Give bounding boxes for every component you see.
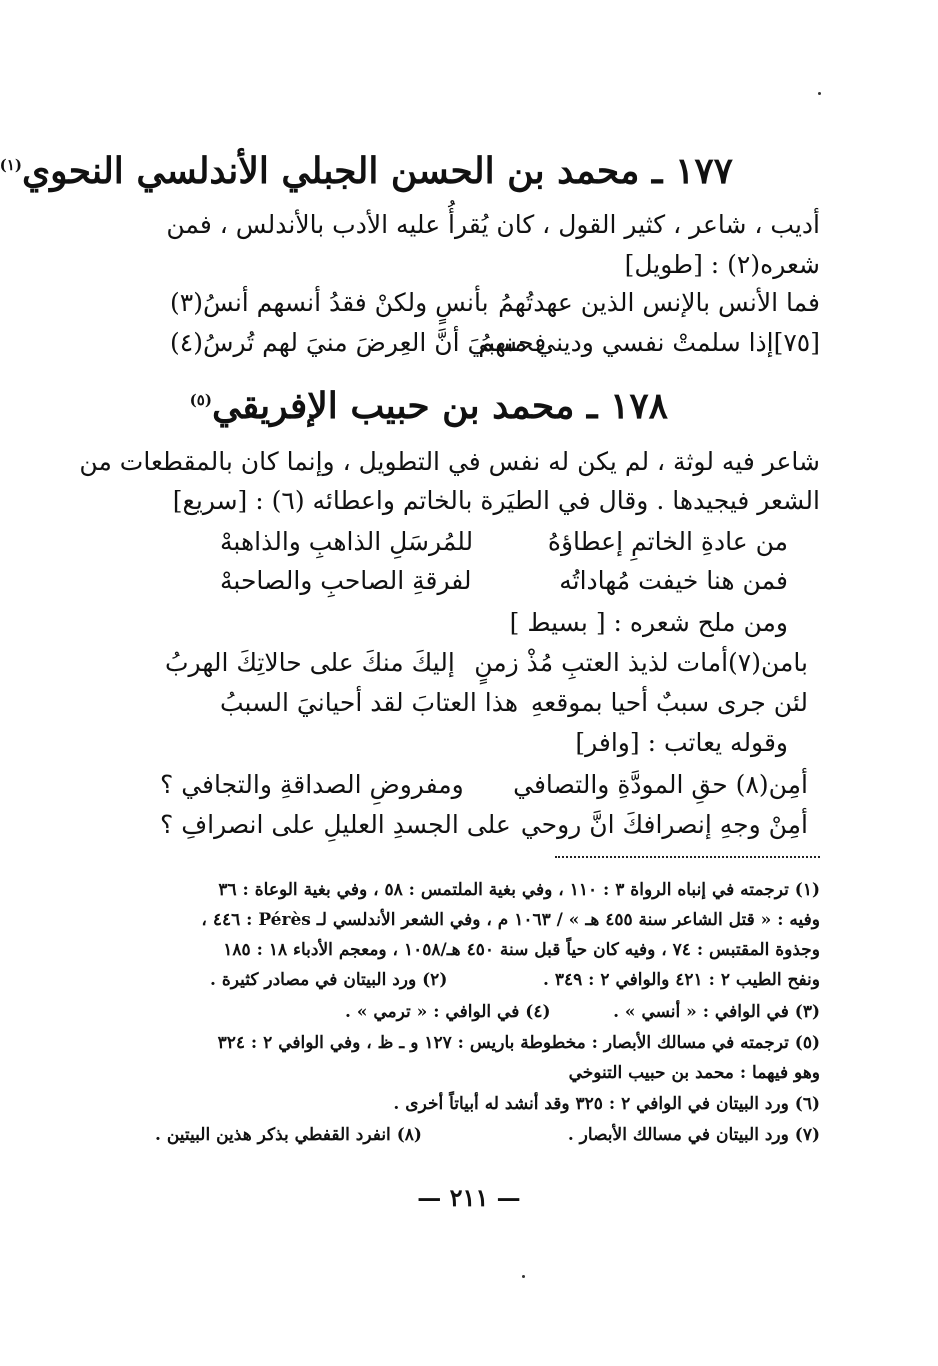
entry-178-verse-b2-second: هذا العتابَ لقد أحيانيَ السببُ (220, 688, 519, 717)
entry-177-verse-1-second: بأنسٍ ولكنْ فقدُ أنسهم أنسُ(٣) (170, 288, 489, 317)
entry-178-verse-a1-first: من عادةِ الخاتمِ إعطاؤهُ (547, 527, 788, 556)
footnote-5-line-1: (٥) ترجمته في مسالك الأبصار : مخطوطة باريس : ١٢٧ و ـ ظ ، وفي الوافي ٢ : ٣٢٤ (217, 1033, 820, 1053)
entry-178-prose-line-1: شاعر فيه لوثة ، لم يكن له نفس في التطويل ، وإنما كان بالمقطعات من (79, 447, 820, 476)
footnote-1-line-1: (١) ترجمته في إنباه الرواة ٣ : ١١٠ ، وفي بغية الملتمس : ٥٨ ، وفي بغية الوعاة : ٣٦ (218, 880, 820, 900)
footnote-4: (٤) في الوافي : « ترمي » . (345, 1002, 551, 1022)
speck (818, 92, 821, 95)
entry-177-verse-1-first: فما الأنس بالإنس الذين عهدتُهمُ (498, 288, 820, 317)
speck (522, 1275, 525, 1278)
entry-178-intro-b: ومن ملح شعره : [ بسيط ] (509, 608, 788, 637)
entry-178-verse-a2-first: فمن هنا خيفت مُهاداتُه (559, 566, 788, 595)
entry-178-verse-c1-second: ومفروضِ الصداقةِ والتجافي ؟ (160, 770, 464, 799)
footnote-1-line-3: وجذوة المقتبس : ٧٤ ، وفيه كان حياً قبل سنة ٤٥٠ هـ/١٠٥٨ ، ومعجم الأدباء ١٨ : ١٨٥ (223, 940, 820, 960)
entry-177-prose-line-2: شعره(٢) : [طويل] (624, 250, 820, 279)
entry-178-verse-a1-second: للمُرسَلِ الذاهبِ والذاهبهْ (220, 527, 474, 556)
entry-178-heading-text: ١٧٨ ـ محمد بن حبيب الإفريقي (211, 385, 668, 427)
entry-178-verse-b1-second: إليكَ منكَ على حالاتِكَ الهربُ (165, 648, 455, 677)
entry-177-verse-2-first: [٧٥]إذا سلمتْ نفسي وديني منهمُ (478, 328, 820, 357)
page-number: — ٢١١ — (417, 1183, 521, 1212)
entry-178-prose-line-2: الشعر فيجيدها . وقال في الطيَرة بالخاتم واعطائه (٦) : [سريع] (172, 486, 820, 515)
entry-177-heading-note: (١) (0, 156, 22, 174)
footnote-7: (٧) ورد البيتان في مسالك الأبصار . (567, 1125, 820, 1145)
entry-177-verse-2-second: فحسبيَ أنَّ العِرضَ منيَ لهم تُرسُ(٤) (170, 328, 547, 357)
entry-177-prose-line-1: أديب ، شاعر ، كثير القول ، كان يُقرأُ عليه الأدب بالأندلس ، فمن (166, 210, 820, 239)
entry-178-verse-c2-first: أمِنْ وجهِ إنصرافكَ انَّ روحي (520, 810, 808, 839)
entry-178-heading (190, 385, 668, 427)
footnote-8: (٨) انفرد القفطي بذكر هذين البيتين . (155, 1125, 422, 1145)
footnote-5-line-2: وهو فيهما : محمد بن حبيب التنوخي (568, 1063, 820, 1083)
footnote-separator (555, 856, 820, 858)
entry-177-heading (0, 150, 733, 192)
entry-177-heading-text: ١٧٧ ـ محمد بن الحسن الجبلي الأندلسي النحوي (21, 150, 733, 192)
entry-178-intro-c: وقوله يعاتب : [وافر] (575, 728, 788, 757)
footnote-6: (٦) ورد البيتان في الوافي ٢ : ٣٢٥ وقد أنشد له أبياتاً أخرى . (393, 1094, 820, 1114)
footnote-2: (٢) ورد البيتان في مصادر كثيرة . (210, 970, 448, 990)
entry-178-verse-a2-second: لفرقةِ الصاحبِ والصاحبهْ (220, 566, 472, 595)
entry-178-verse-c1-first: أمِن(٨) حقِ المودَّةِ والتصافي (513, 770, 808, 799)
footnote-3: (٣) في الوافي : « أنسي » . (613, 1002, 820, 1022)
entry-178-verse-b1-first: بامن(٧)أمات لذيذ العتبِ مُذْ زمنٍ (474, 648, 808, 677)
footnote-1-line-4: ونفح الطيب ٢ : ٤٢١ والوافي ٢ : ٣٤٩ . (543, 970, 820, 990)
entry-178-verse-b2-first: لئن جرى سببٌ أحيا بموقعهِ (530, 688, 808, 717)
entry-178-verse-c2-second: على الجسدِ العليلِ على انصرافِ ؟ (160, 810, 511, 839)
footnote-1-line-2: وفيه : « قتل الشاعر سنة ٤٥٥ هـ » / ١٠٦٣ م ، وفي الشعر الأندلسي لـ Pérès : ٤٤٦ ، (201, 910, 820, 930)
entry-178-heading-note: (٥) (189, 391, 212, 409)
